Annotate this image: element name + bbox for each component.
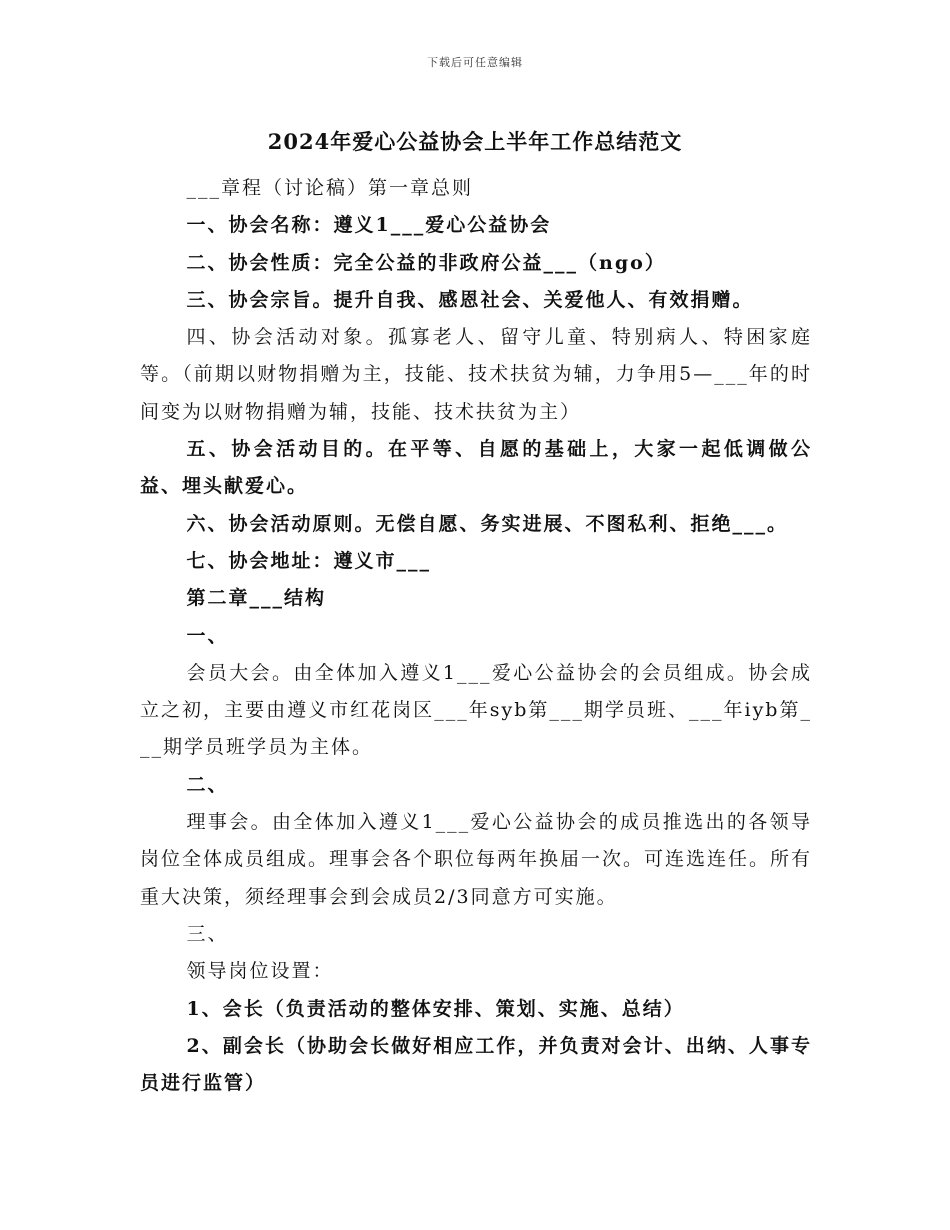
- paragraph-association-purpose: 三、协会宗旨。提升自我、感恩社会、关爱他人、有效捐赠。: [186, 288, 754, 311]
- paragraph-general-assembly: 会员大会。由全体加入遵义1___爱心公益协会的会员组成。协会成立之初，主要由遵义市红花岗区___年syb第___期学员班、___年iyb第___期学员班学员为主体。: [140, 661, 812, 759]
- paragraph-association-nature: 二、协会性质：完全公益的非政府公益___（ngo）: [186, 251, 666, 274]
- paragraph-activity-goals: 五、协会活动目的。在平等、自愿的基础上，大家一起低调做公益、埋头献爱心。: [140, 438, 812, 498]
- paragraph-activity-principles: 六、协会活动原则。无偿自愿、务实进展、不图私利、拒绝___。: [186, 512, 789, 535]
- paragraph-council: 理事会。由全体加入遵义1___爱心公益协会的成员推选出的各领导岗位全体成员组成。理事会各个职位每两年换届一次。可连选连任。所有重大决策，须经理事会到会成员2/3同意方可实施。: [140, 811, 813, 908]
- paragraph-activity-targets: 四、协会活动对象。孤寡老人、留守儿童、特别病人、特困家庭等。（前期以财物捐赠为主，技能、技术扶贫为辅，力争用5—___年的时间变为以财物捐赠为辅，技能、技术扶贫为主）: [140, 326, 812, 423]
- paragraph-vice-president: 2、副会长（协助会长做好相应工作，并负责对会计、出纳、人事专员进行监管）: [140, 1034, 812, 1095]
- paragraph-section-two: 二、: [186, 773, 229, 796]
- paragraph-chapter-two: 第二章___结构: [186, 587, 327, 610]
- paragraph-section-three: 三、: [186, 922, 229, 945]
- paragraph-section-one: 一、: [186, 624, 229, 647]
- document-title: 2024年爱心公益协会上半年工作总结范文: [267, 129, 683, 154]
- paragraph-association-name: 一、协会名称：遵义1___爱心公益协会: [186, 214, 552, 237]
- document-body: [140, 170, 812, 1102]
- paragraph-association-address: 七、协会地址：遵义市___: [186, 549, 432, 572]
- header-note: 下载后可任意编辑: [427, 56, 523, 69]
- paragraph-president: 1、会长（负责活动的整体安排、策划、实施、总结）: [186, 997, 685, 1020]
- paragraph-chapter-one: ___章程（讨论稿）第一章总则: [186, 177, 474, 199]
- paragraph-leadership-positions: 领导岗位设置：: [186, 960, 334, 983]
